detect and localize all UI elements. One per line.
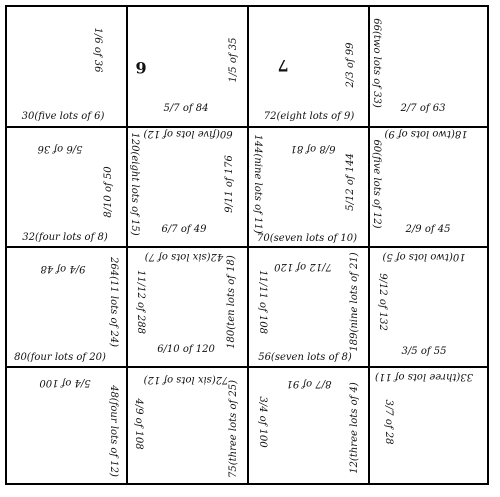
piece-label: 3/4 of 100 (257, 396, 268, 448)
puzzle-piece-r1c0 (5, 126, 126, 246)
grid-line-vertical (5, 5, 7, 485)
piece-label: 2/9 of 45 (405, 224, 451, 235)
piece-label: 144(nine lots of 11) (252, 134, 263, 234)
piece-label: 6/10 of 120 (157, 344, 215, 355)
piece-label: 4/9 of 108 (133, 398, 144, 450)
piece-label: 72(eight lots of 9) (263, 111, 355, 122)
piece-label: 5/12 of 144 (345, 153, 356, 211)
piece-label: 80(four lots of 20) (14, 352, 106, 363)
puzzle-piece-r0c1 (126, 5, 247, 126)
piece-label: 5/7 of 84 (163, 103, 209, 114)
piece-label: 18(two lots of 9) (384, 128, 468, 139)
puzzle-piece-r3c0 (5, 366, 126, 485)
piece-label: 180(ten lots of 18) (226, 255, 237, 349)
piece-label: 3/5 of 55 (401, 346, 447, 357)
grid-line-vertical (126, 5, 128, 485)
puzzle-piece-r1c1 (126, 126, 247, 246)
puzzle-piece-r1c3 (368, 126, 489, 246)
piece-label: 1/5 of 35 (228, 37, 239, 83)
piece-label: 1/6 of 36 (92, 27, 103, 73)
piece-label: 12(three lots of 4) (349, 382, 360, 474)
grid-line-vertical (487, 5, 489, 485)
piece-label: 2/3 of 99 (345, 42, 356, 88)
piece-label: 66(two lots of 33) (371, 18, 382, 108)
puzzle-piece-r2c1 (126, 246, 247, 366)
piece-label: 70(seven lots of 10) (257, 233, 357, 244)
piece-label: 60(five lots of 12) (143, 128, 233, 139)
puzzle-piece-r3c1 (126, 366, 247, 485)
piece-label: 9/4 of 48 (40, 263, 86, 274)
piece-label: 42(six lots of 7) (144, 251, 224, 262)
piece-label: 60(five lots of 12) (371, 139, 382, 229)
puzzle-piece-r0c0 (5, 5, 126, 126)
piece-label: 48(four lots of 12) (108, 385, 119, 477)
piece-label: 33(three lots of 11) (375, 371, 473, 382)
piece-label: 7 (277, 56, 289, 75)
piece-label: 120(eight lots of 15) (129, 132, 140, 236)
piece-label: 189(nine lots of 21) (349, 252, 360, 352)
piece-label: 7/12 of 120 (274, 261, 332, 272)
puzzle-piece-r0c2 (247, 5, 368, 126)
piece-label: 5/6 of 36 (37, 143, 83, 154)
puzzle-piece-r2c2 (247, 246, 368, 366)
piece-label: 11/12 of 288 (135, 270, 146, 334)
piece-label: 56(seven lots of 8) (258, 352, 352, 363)
piece-label: 32(four lots of 8) (22, 232, 108, 243)
piece-label: 30(five lots of 6) (21, 111, 105, 122)
piece-label: 75(three lots of 25) (228, 380, 239, 478)
piece-label: 72(six lots of 12) (143, 374, 229, 385)
puzzle-piece-r3c2 (247, 366, 368, 485)
piece-label: 6/8 of 81 (290, 143, 336, 154)
piece-label: 2/7 of 63 (400, 103, 446, 114)
piece-label: 10(two lots of 5) (382, 251, 466, 262)
piece-label: 3/7 of 28 (383, 399, 394, 445)
piece-label: 6/7 of 49 (161, 224, 207, 235)
piece-label: 6 (135, 58, 147, 77)
piece-label: 9/11 of 176 (224, 155, 235, 213)
piece-label: 264(11 lots of 24) (108, 257, 119, 347)
puzzle-piece-r2c3 (368, 246, 489, 366)
piece-label: 11/11 of 108 (257, 270, 268, 334)
puzzle-piece-r0c3 (368, 5, 489, 126)
puzzle-grid (5, 5, 489, 485)
piece-label: 9/12 of 132 (377, 273, 388, 331)
puzzle-piece-r1c2 (247, 126, 368, 246)
grid-line-vertical (247, 5, 249, 485)
grid-line-vertical (368, 5, 370, 485)
piece-label: 8/7 of 91 (286, 378, 332, 389)
puzzle-piece-r2c0 (5, 246, 126, 366)
piece-label: 8/10 of 50 (103, 166, 114, 218)
piece-label: 5/4 of 100 (39, 377, 91, 388)
puzzle-piece-r3c3 (368, 366, 489, 485)
